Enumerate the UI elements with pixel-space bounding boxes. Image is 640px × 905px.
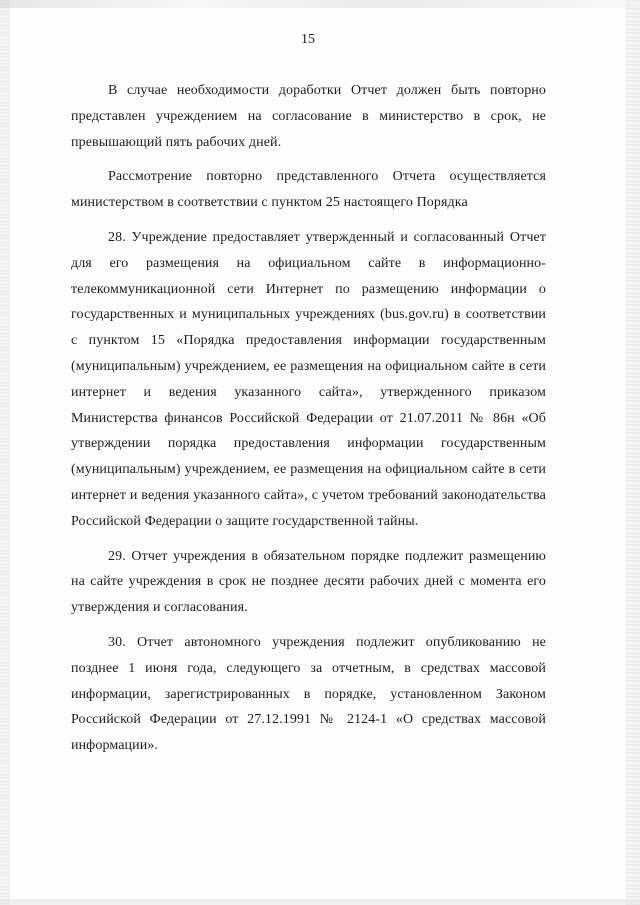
paragraph-item-30: 30. Отчет автономного учреждения подлежит опубликованию не позднее 1 июня года, следующего за отчетным, в средствах массовой информации, зарегистрированных в порядке, установленном Законом Российской Федерации от 27.12.1991 № 2124-1 «О средствах массовой информации». xyxy=(71,634,546,754)
paragraph-item-29: 29. Отчет учреждения в обязательном порядке подлежит размещению на сайте учреждения в срок не позднее десяти рабочих дней с момента его утверждения и согласования. xyxy=(71,548,546,616)
document-body xyxy=(71,78,546,768)
paragraph-item-28: 28. Учреждение предоставляет утвержденный и согласованный Отчет для его размещения на официальном сайте в информационно-телекоммуникационной сети Интернет по размещению информации о государственных и муниципальных учреждениях (bus.gov.ru) в соответствии с пунктом 15 «Порядка предоставления информации государственным (муниципальным) учреждением, ее размещения на официальном сайте в сети интернет и ведения указанного сайта», утвержденного приказом Министерства финансов Российской Федерации от 21.07.2011 № 86н «Об утверждении порядка предоставления информации государственным (муниципальным) учреждением, ее размещения на официальном сайте в сети интернет и ведения указанного сайта», с учетом требований законодательства Российской Федерации о защите государственной тайны. xyxy=(71,229,546,529)
scan-edge-top xyxy=(0,0,640,8)
scan-edge-bottom xyxy=(0,899,640,905)
paragraph-revision-resubmission: В случае необходимости доработки Отчет должен быть повторно представлен учреждением на согласование в министерство в срок, не превышающий пять рабочих дней. xyxy=(71,83,546,150)
scan-edge-right xyxy=(626,0,640,905)
scan-edge-left xyxy=(0,0,10,905)
page-number: 15 xyxy=(301,32,315,47)
paragraph-review-resubmitted-report: Рассмотрение повторно представленного Отчета осуществляется министерством в соответствии с пунктом 25 настоящего Порядка xyxy=(71,169,546,211)
